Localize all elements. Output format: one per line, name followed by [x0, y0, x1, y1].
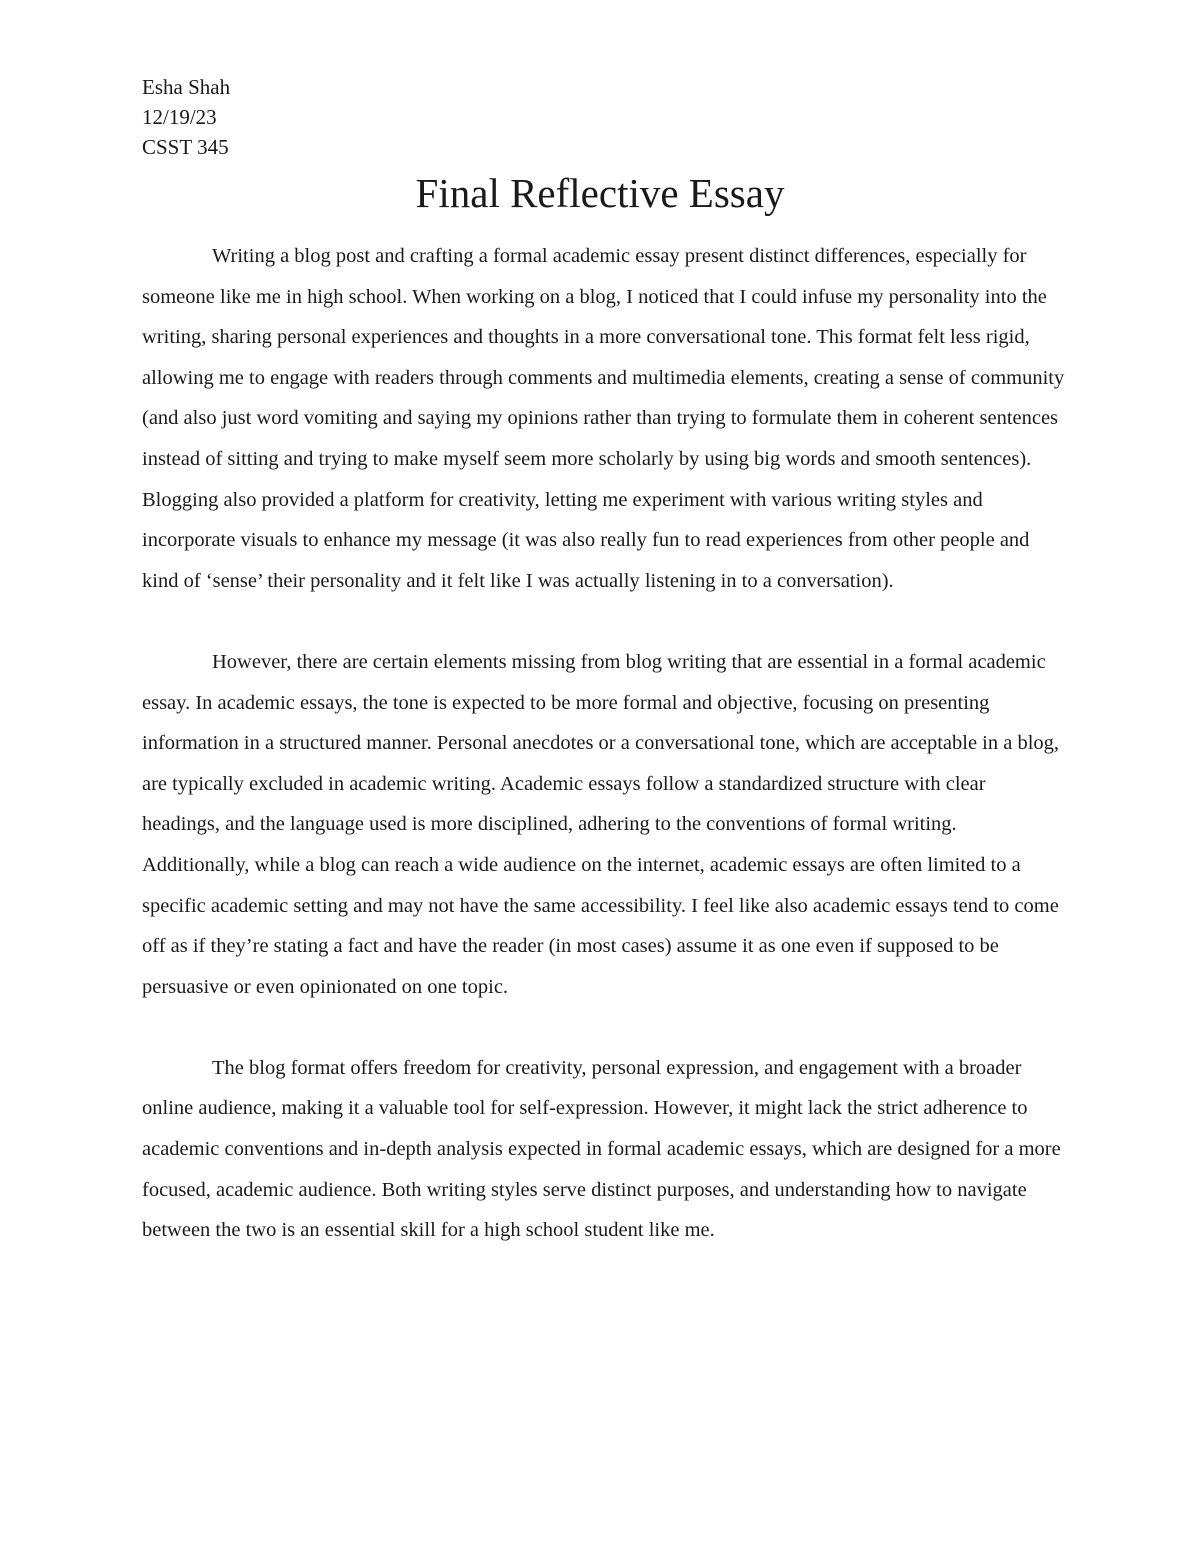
essay-date: 12/19/23 — [142, 105, 217, 129]
essay-body — [142, 236, 1067, 1291]
author-name: Esha Shah — [142, 75, 231, 99]
essay-title: Final Reflective Essay — [415, 170, 785, 216]
paragraph-1: Writing a blog post and crafting a formal academic essay present distinct differences, especially for someone like me in high school. When working on a blog, I noticed that I could infuse my personality into the writing, sharing personal experiences and thoughts in a more conversational tone. This format felt less rigid, allowing me to engage with readers through comments and multimedia elements, creating a sense of community (and also just word vomiting and saying my opinions rather than trying to formulate them in coherent sentences instead of sitting and trying to make myself seem more scholarly by using big words and smooth sentences). Blogging also provided a platform for creativity, letting me experiment with various writing styles and incorporate visuals to enhance my message (it was also really fun to read experiences from other people and kind of ‘sense’ their personality and it felt like I was actually listening in to a conversation). — [142, 245, 1065, 592]
heading-block — [142, 72, 230, 162]
paragraph-2: However, there are certain elements missing from blog writing that are essential in a formal academic essay. In academic essays, the tone is expected to be more formal and objective, focusing on presenting information in a structured manner. Personal anecdotes or a conversational tone, which are acceptable in a blog, are typically excluded in academic writing. Academic essays follow a standardized structure with clear headings, and the language used is more disciplined, adhering to the conventions of formal writing. Additionally, while a blog can reach a wide audience on the internet, academic essays are often limited to a specific academic setting and may not have the same accessibility. I feel like also academic essays tend to come off as if they’re stating a fact and have the reader (in most cases) assume it as one even if supposed to be persuasive or even opinionated on one topic. — [142, 650, 1060, 998]
paragraph-3: The blog format offers freedom for creativity, personal expression, and engagement with a broader online audience, making it a valuable tool for self-expression. However, it might lack the strict adherence to academic conventions and in-depth analysis expected in formal academic essays, which are designed for a more focused, academic audience. Both writing styles serve distinct purposes, and understanding how to navigate between the two is an essential skill for a high school student like me. — [142, 1056, 1061, 1242]
course-code: CSST 345 — [142, 135, 229, 159]
